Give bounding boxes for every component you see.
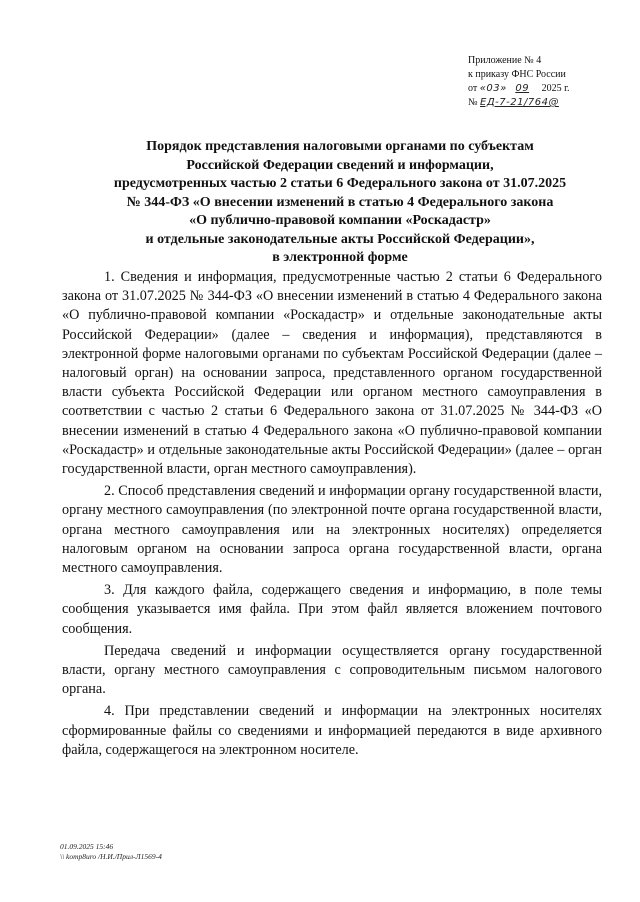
title-line: Порядок представления налоговыми органами по субъектам — [146, 139, 534, 154]
document-title — [60, 138, 620, 268]
handwritten-date-day: «03» — [479, 83, 507, 94]
title-line: № 344-ФЗ «О внесении изменений в статью 4 Федерального закона — [126, 194, 554, 210]
paragraph-3-continuation: Передача сведений и информации осуществляется органу государственной власти, органу местного самоуправления с сопроводительным письмом налогового органа. — [62, 642, 602, 698]
appendix-date — [468, 82, 570, 96]
date-prefix: от — [468, 83, 478, 94]
handwritten-order-number: ЕД-7-21/764@ — [480, 97, 559, 108]
paragraph-3: 3. Для каждого файла, содержащего сведения и информацию, в поле темы сообщения указывается имя файла. При этом файл является вложением почтового сообщения. — [62, 582, 602, 637]
title-line: и отдельные законодательные акты Российской Федерации», — [145, 231, 535, 247]
appendix-line-2: к приказу ФНС России — [468, 69, 566, 80]
paragraph-2: 2. Способ представления сведений и информации органу государственной власти, органу местного самоуправления (по электронной почте органа государственной власти, органа местного самоуправления или на электронных носителях) определяется налоговым органом на основании запроса органа государственной власти, органа местного самоуправления. — [62, 483, 602, 577]
date-year: 2025 г. — [541, 83, 570, 94]
handwritten-date-month: 09 — [515, 83, 530, 94]
appendix-line-1: Приложение № 4 — [468, 55, 542, 66]
footer-file-path: \\ komp8uro /Н.И./Прил-Л1569-4 — [60, 852, 162, 861]
title-line: в электронной форме — [272, 250, 408, 265]
footer-timestamp: 01.09.2025 15:46 — [60, 842, 114, 851]
document-body — [62, 268, 602, 763]
title-line: «О публично-правовой компании «Роскадастр» — [189, 213, 491, 228]
appendix-header — [468, 54, 570, 110]
number-prefix: № — [468, 97, 478, 108]
paragraph-4: 4. При представлении сведений и информации на электронных носителях сформированные файлы со сведениями и информацией передаются в виде архивного файла, содержащегося на электронном носителе. — [62, 703, 602, 758]
document-footer — [60, 842, 162, 862]
title-line: предусмотренных частью 2 статьи 6 Федерального закона от 31.07.2025 — [113, 176, 567, 191]
paragraph-1: 1. Сведения и информация, предусмотренные частью 2 статьи 6 Федерального закона от 31.07.2025 № 344-ФЗ «О внесении изменений в статью 4 Федерального закона «О публично-правовой компании «Роскадастр» и отдельные законодательные акты Российской Федерации» (далее – сведения и информация), представляются в электронной форме налоговыми органами по субъектам Российской Федерации (далее – налоговый орган) на основании запроса, представленного органом государственной власти субъекта Российской Федерации или органом местного самоуправления в соответствии с частью 2 статьи 6 Федерального закона от 31.07.2025 № 344-ФЗ «О внесении изменений в статью 4 Федерального закона «О публично-правовой компании «Роскадастр» и отдельные законодательные акты Российской Федерации» (далее – орган государственной власти, орган местного самоуправления). — [62, 269, 602, 478]
title-line: Российской Федерации сведений и информации, — [186, 157, 494, 173]
appendix-number — [468, 96, 570, 110]
